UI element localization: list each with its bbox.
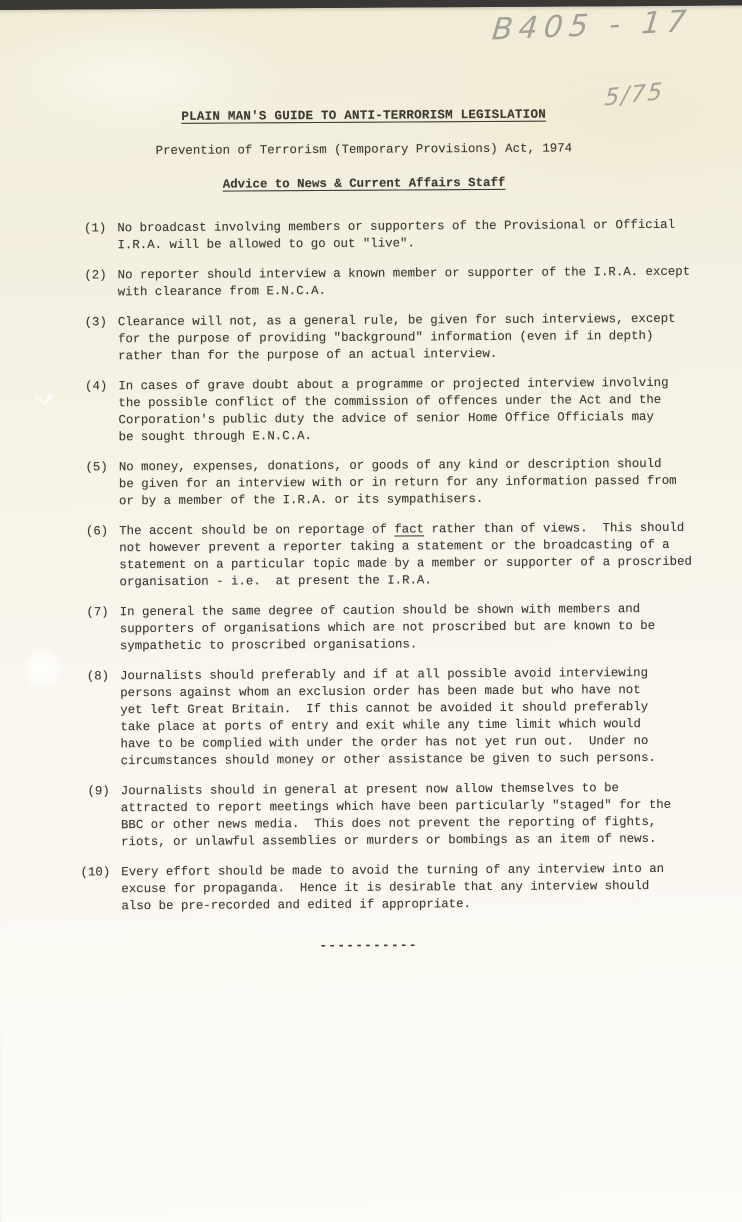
item-number: (1) — [83, 221, 107, 236]
document-page — [0, 5, 742, 1222]
list-item — [61, 600, 742, 655]
item-text: No broadcast involving members or supporters of the Provisional or Official I.R.A. will be allowed to go out "live". — [117, 217, 676, 253]
item-number: (8) — [86, 669, 110, 684]
typed-content — [0, 5, 742, 957]
handwritten-date-annotation: 5/75 — [603, 78, 665, 112]
item-number: (9) — [87, 784, 110, 799]
item-number: (6) — [85, 524, 109, 539]
item-text: In general the same degree of caution should be shown with members and supporters of organisations which are not proscribed but are known to be sympathetic to proscribed organisations. — [119, 602, 656, 654]
end-mark-dashes: ----------- — [319, 938, 418, 954]
item-number: (3) — [84, 315, 107, 330]
document-subtitle: Prevention of Terrorism (Temporary Provisions) Act, 1974 — [155, 141, 573, 159]
item-number: (7) — [86, 605, 109, 620]
section-heading: Advice to News & Current Affairs Staff — [222, 175, 506, 192]
item-text: Journalists should preferably and if at all possible avoid interviewing persons against whom an exclusion order has been made but who have not yet left Great Britain. If this cannot be avoided it should preferably take place at ports of entry and exit while any time limit which would have to be complied with under the order has not yet run out. Under no circumstances should money or other assistance be given to such persons. — [120, 666, 656, 769]
item-text: Every effort should be made to avoid the turning of any interview into an excuse for propaganda. Hence it is desirable that any interview should also be pre-recorded and edited if appropriate. — [121, 861, 665, 914]
item-text: In cases of grave doubt about a programme or projected interview involving the possible conflict of the commission of offences under the Act and the Corporation's public duty the advice of senior Home Office Officials may be sought through E.N.C.A. — [118, 375, 669, 445]
list-item — [62, 779, 742, 851]
list-item — [60, 519, 742, 591]
item-text: No reporter should interview a known member or supporter of the I.R.A. except with clearance from E.N.C.A. — [117, 264, 691, 300]
list-item — [59, 310, 742, 365]
item-text: No money, expenses, donations, or goods of any kind or description should be given for an interview with or in return for any information passed from or by a member of the I.R.A. or its sympathisers. — [118, 456, 677, 509]
list-item — [62, 860, 742, 915]
list-item — [58, 216, 742, 254]
item-number: (10) — [80, 865, 111, 880]
list-item — [61, 664, 742, 770]
item-number: (5) — [85, 460, 108, 475]
advice-list — [0, 216, 742, 916]
list-item — [60, 455, 742, 510]
item-text: Clearance will not, as a general rule, be given for such interviews, except for the purpose of providing "background" information (even if in depth) rather than for the purpose of an actual interview. — [117, 311, 676, 364]
item-text: The accent should be on reportage of fact rather than of views. This should not however prevent a reporter taking a statement or the broadcasting of a statement on a particular topic made by a member or supporter of a proscribed organisation - i.e. at present the I.R.A. — [119, 520, 692, 590]
list-item — [59, 263, 742, 301]
item-text: Journalists should in general at present now allow themselves to be attracted to report meetings which have been particularly "staged" for the BBC or other news media. This does not prevent the reporting of fights, riots, or unlawful assemblies or murders or bombings as an item of news. — [120, 781, 672, 850]
list-item — [59, 374, 742, 446]
document-title: PLAIN MAN'S GUIDE TO ANTI-TERRORISM LEGISLATION — [181, 107, 546, 124]
item-number: (4) — [84, 379, 108, 394]
handwritten-ref-annotation: B405 - 17 — [490, 4, 694, 48]
item-number: (2) — [84, 268, 107, 283]
